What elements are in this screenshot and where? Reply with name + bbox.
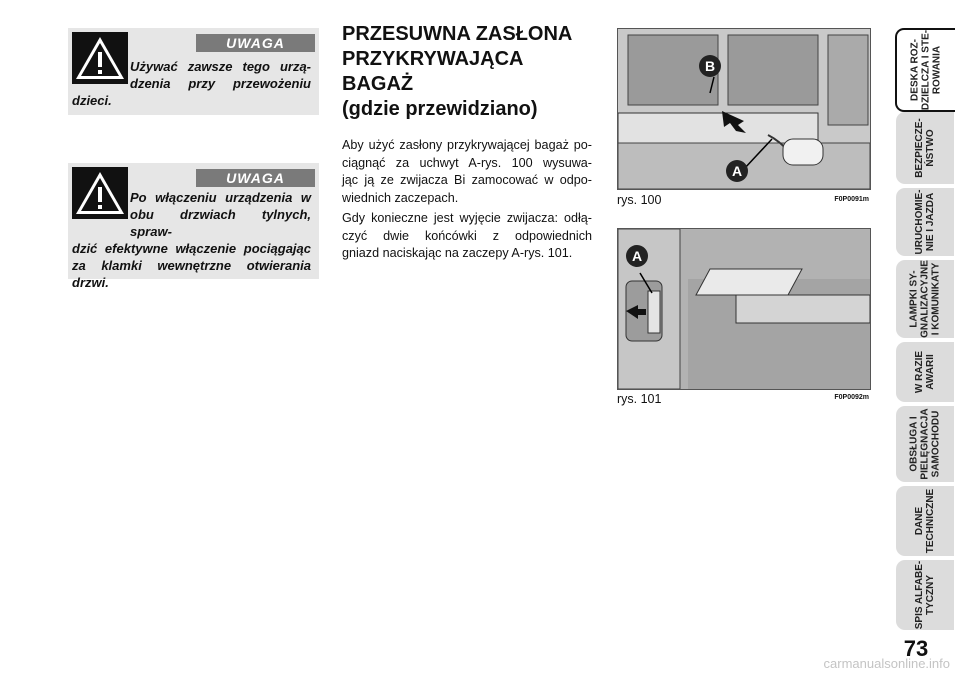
page-number: 73 [903,636,929,661]
warning-text: Po włączeniu urządzenia w obu drzwiach tylnych, spraw- dzić efektywne włączenie pociągając za klamki wewnętrzne otwierania drzwi. [72,190,311,290]
tab-uruchomienie[interactable]: URUCHOMIE- NIE I JAZDA [896,188,954,256]
figure-101-caption: rys. 101 [617,392,662,406]
figure-101 [617,228,871,390]
callout-a: A [726,160,748,182]
paragraph-2: Gdy konieczne jest wyjęcie zwijacza: odłą- czyć dwie końcówki z odpowiednich gniazd naciskając na zaczepy A-rys. 101. [342,211,592,260]
tab-bezpieczenstwo[interactable]: BEZPIECZE- ŃSTWO [896,112,954,184]
figure-101-code: F0P0092m [834,394,869,401]
warning-box-2 [68,163,319,290]
callout-b: B [699,55,721,77]
warning-text: Używać zawsze tego urzą- dzenia przy przewożeniu dzieci. [72,59,311,108]
warning-title: UWAGA [196,34,315,52]
tab-dane-techniczne[interactable]: DANE TECHNICZNE [896,486,954,556]
figure-100-code: F0P0091m [834,196,869,203]
warning-title: UWAGA [196,169,315,187]
figure-100-caption: rys. 100 [617,193,662,207]
warning-box-1 [68,28,319,115]
tab-lampki[interactable]: LAMPKI SY- GNALIZACYJNE I KOMUNIKATY [896,260,954,338]
tab-spis-alfabetyczny[interactable]: SPIS ALFABE- TYCZNY [896,560,954,630]
section-title: PRZESUWNA ZASŁONA PRZYKRYWAJĄCA BAGAŻ (gdzie przewidziano) [342,23,573,120]
tab-w-razie-awarii[interactable]: W RAZIE AWARII [896,342,954,402]
figure-100 [617,28,871,190]
paragraph-1: Aby użyć zasłony przykrywającej bagaż po- ciągnąć za uchwyt A-rys. 100 wysuwa- jąc ją ze zwijacza Bi zamocować w odpo- wiednich zaczepach. [342,138,592,205]
tab-obsluga[interactable]: OBSŁUGA I PIELĘGNACJA SAMOCHODU [896,406,954,482]
watermark: carmanualsonline.info [823,656,950,671]
tab-deska-rozdzielcza[interactable]: DESKA ROZ- DZIELCZA I STE- ROWANIA [895,28,955,112]
callout-a: A [626,245,648,267]
